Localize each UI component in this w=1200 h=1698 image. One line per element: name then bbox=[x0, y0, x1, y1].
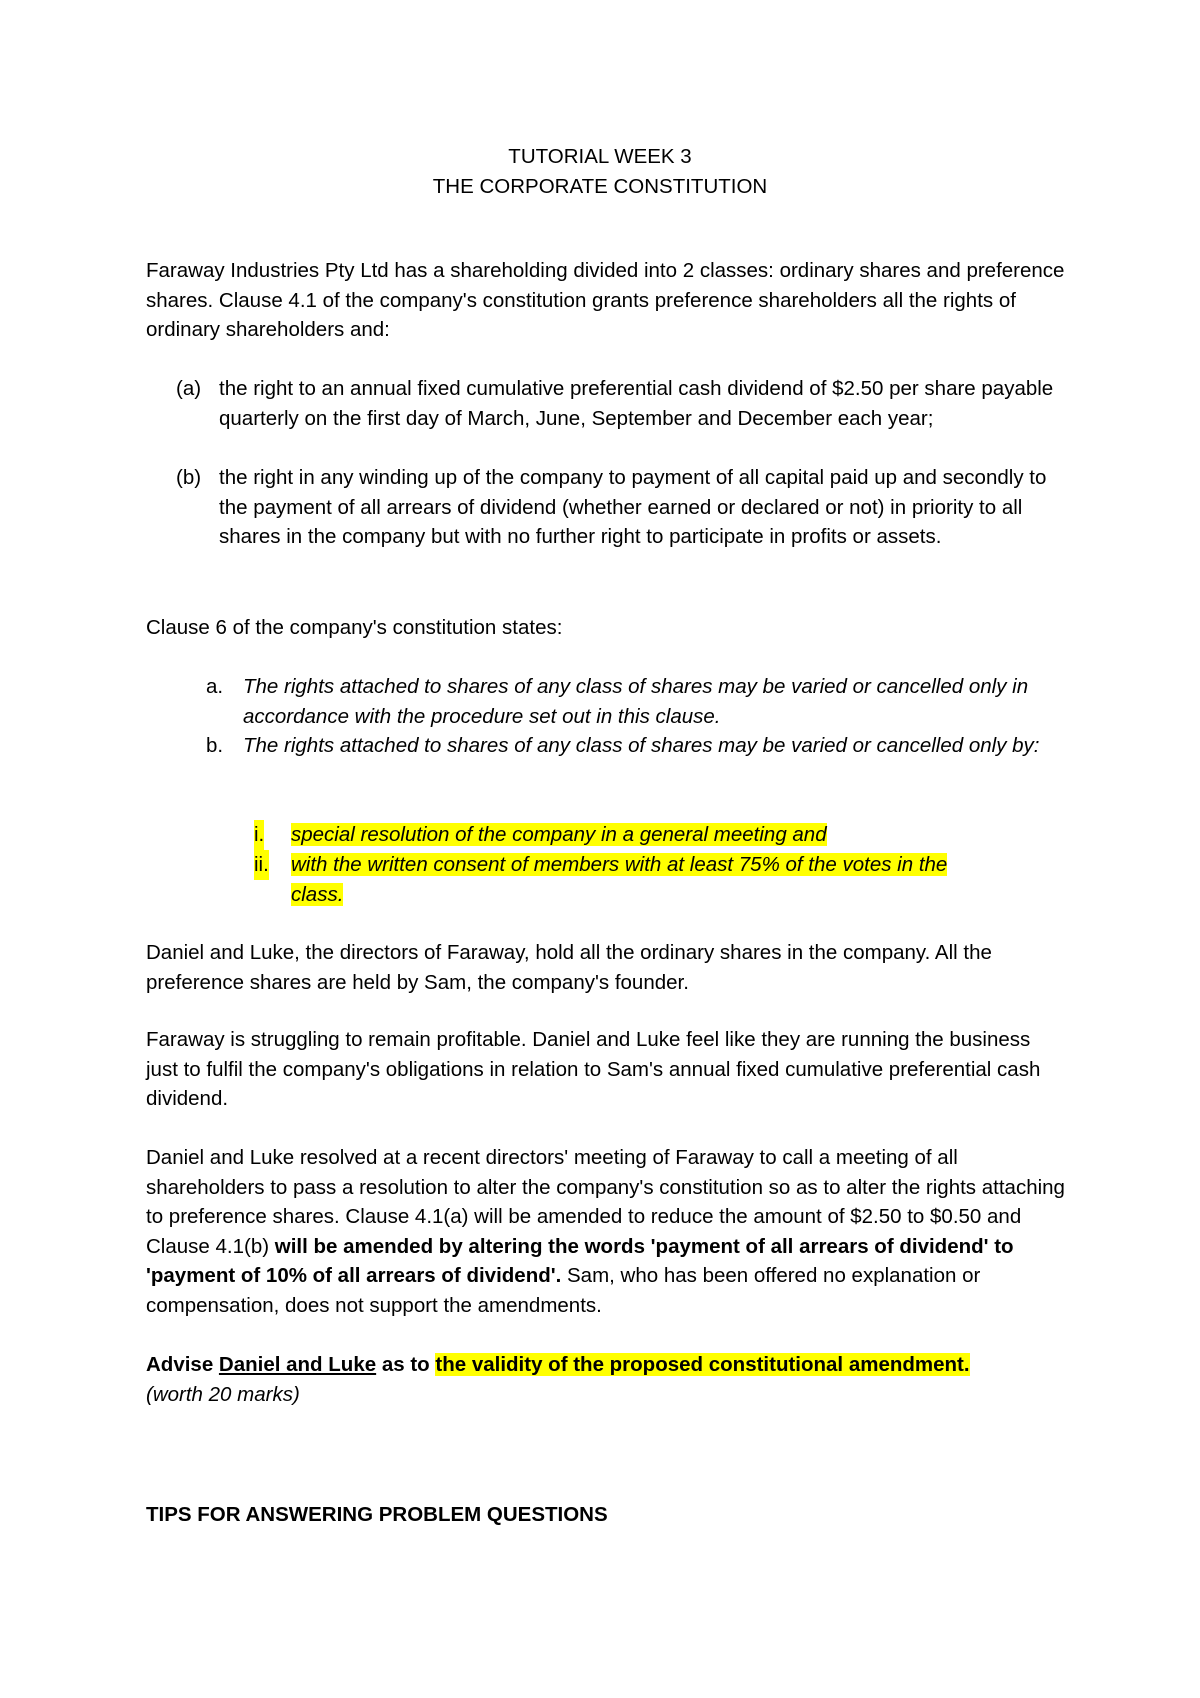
clause-6-item-b bbox=[206, 731, 1056, 761]
advise-paragraph bbox=[146, 1350, 1066, 1409]
clause-6-text-b: The rights attached to shares of any class of shares may be varied or cancelled only by: bbox=[243, 734, 1040, 757]
clause-6-sub-marker-ii: ii. bbox=[254, 850, 269, 880]
clause-41-text-b: the right in any winding up of the company to payment of all capital paid up and secondly to the payment of all arrears of dividend (whether earned or declared or not) in priority to all shares in the company but with no further right to participate in profits or assets. bbox=[219, 466, 1047, 548]
clause-41-marker-b: (b) bbox=[176, 466, 202, 489]
struggling-paragraph: Faraway is struggling to remain profitable. Daniel and Luke feel like they are running the business just to fulfil the company's obligations in relation to Sam's annual fixed cumulative preferential cash dividend. bbox=[146, 1028, 1041, 1110]
tips-heading: TIPS FOR ANSWERING PROBLEM QUESTIONS bbox=[146, 1503, 608, 1526]
document-title: THE CORPORATE CONSTITUTION bbox=[432, 175, 768, 198]
resolved-bold-text: will be amended by altering the words 'payment of all arrears of dividend' to 'payment of 10% of all arrears of dividend'. bbox=[146, 1234, 1014, 1287]
advise-as-to: as to bbox=[376, 1353, 436, 1376]
advise-line bbox=[146, 1350, 1066, 1380]
clause-6-sub-marker-i: i. bbox=[254, 820, 264, 850]
clause-41-item-b bbox=[176, 463, 1056, 552]
intro-paragraph: Faraway Industries Pty Ltd has a shareholding divided into 2 classes: ordinary shares and preference shares. Clause 4.1 of the company's constitution grants preference shareholders all the rights of ordinary shareholders and: bbox=[146, 259, 1065, 341]
clause-6-intro: Clause 6 of the company's constitution states: bbox=[146, 616, 563, 639]
advise-names: Daniel and Luke bbox=[218, 1353, 377, 1376]
advise-highlight: the validity of the proposed constitutional amendment. bbox=[435, 1353, 970, 1376]
clause-6-item-a bbox=[206, 672, 1056, 731]
clause-6-marker-a: a. bbox=[206, 675, 224, 698]
clause-6-sub-text-ii-line1: with the written consent of members with at least 75% of the votes in the bbox=[291, 853, 948, 876]
tutorial-title: TUTORIAL WEEK 3 bbox=[508, 145, 692, 168]
resolved-text-part2: Sam, who has been offered no explanation or compensation, does not support the amendments. bbox=[146, 1264, 981, 1317]
clause-6-marker-b: b. bbox=[206, 734, 224, 757]
clause-6-sub-text-ii-line2: class. bbox=[291, 882, 344, 906]
resolved-text-part1: Daniel and Luke resolved at a recent directors' meeting of Faraway to call a meeting of all shareholders to pass a resolution to alter the company's constitution so as to alter the rights attaching to preference shares. Clause 4.1(a) will be amended to reduce the amount of $2.50 to $0.50 and Clause 4.1(b) bbox=[146, 1146, 1065, 1258]
marks-note: (worth 20 marks) bbox=[146, 1382, 300, 1406]
clause-6-sub-item-i bbox=[254, 820, 1054, 850]
clause-6-text-a: The rights attached to shares of any class of shares may be varied or cancelled only in accordance with the procedure set out in this clause. bbox=[243, 675, 1029, 728]
directors-paragraph: Daniel and Luke, the directors of Faraway, hold all the ordinary shares in the company. All the preference shares are held by Sam, the company's founder. bbox=[146, 941, 992, 994]
resolved-paragraph bbox=[146, 1143, 1066, 1320]
clause-41-item-a bbox=[176, 374, 1056, 433]
clause-6-sub-text-i: special resolution of the company in a general meeting and bbox=[291, 823, 827, 846]
clause-41-marker-a: (a) bbox=[176, 377, 202, 400]
advise-word: Advise bbox=[146, 1353, 219, 1376]
clause-6-sub-item-ii bbox=[254, 850, 1054, 909]
clause-41-text-a: the right to an annual fixed cumulative preferential cash dividend of $2.50 per share payable quarterly on the first day of March, June, September and December each year; bbox=[219, 377, 1054, 430]
